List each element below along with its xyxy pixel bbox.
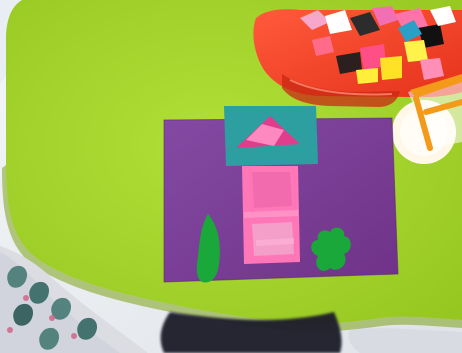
floor-shadow-bottom xyxy=(348,328,462,353)
tower-window-top xyxy=(252,172,292,208)
felt-board xyxy=(164,106,398,283)
